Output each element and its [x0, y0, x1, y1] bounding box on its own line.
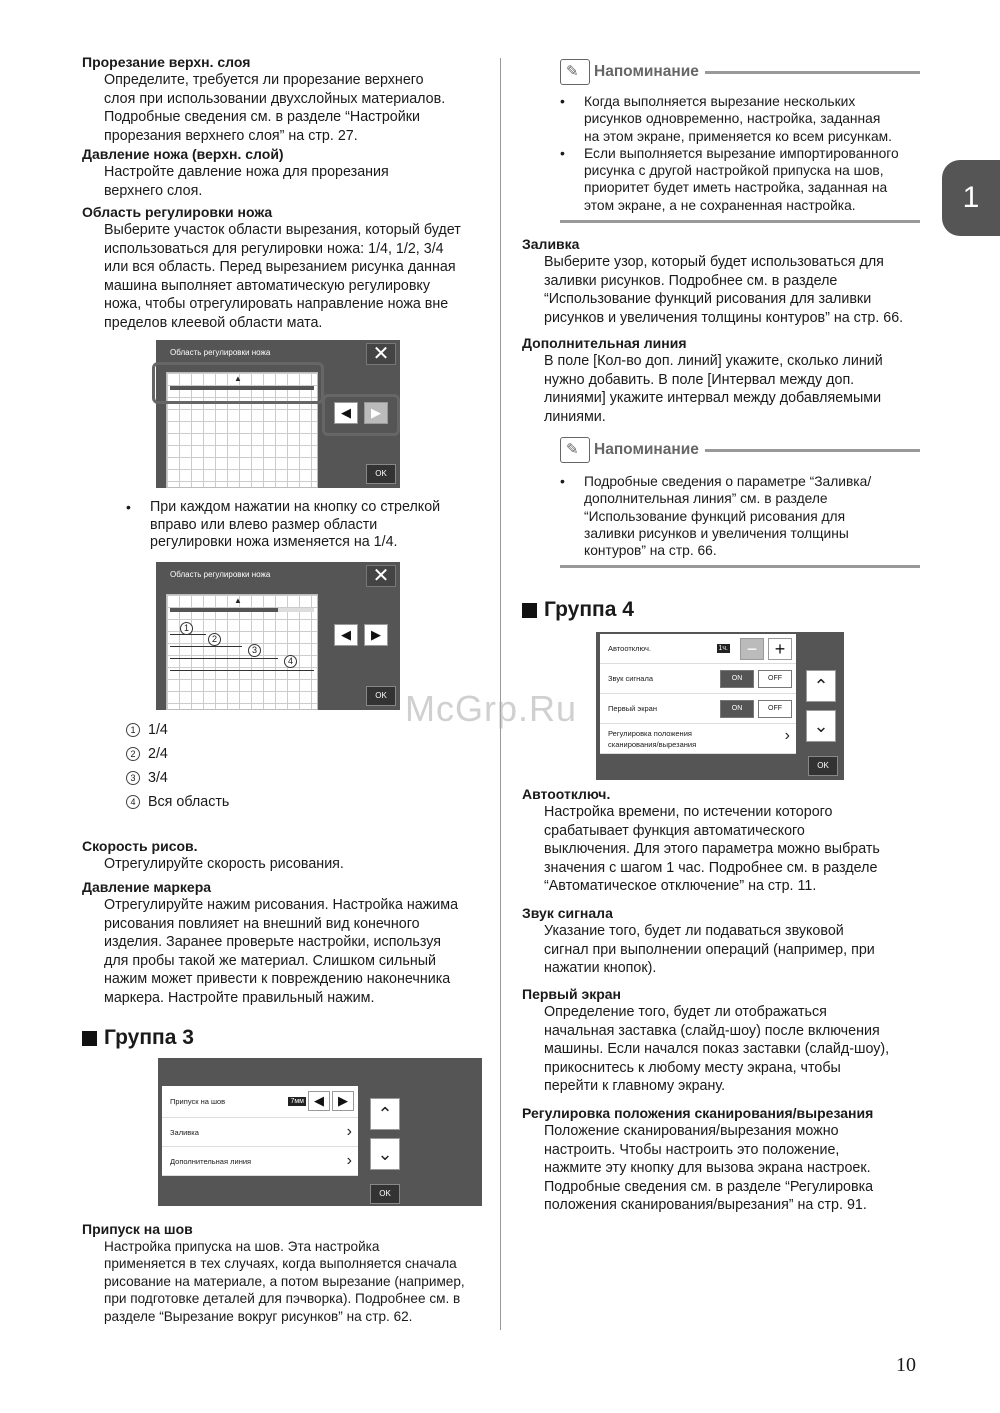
off-toggle[interactable]: OFF	[758, 700, 792, 718]
row-label: сканирования/вырезания	[608, 739, 697, 749]
memo-label: Напоминание	[594, 63, 699, 80]
ok-button[interactable]: OK	[808, 756, 838, 776]
text-line: срабатывает функция автоматического	[544, 822, 805, 839]
square-icon	[522, 603, 537, 618]
text-line: Настройка припуска на шов. Эта настройка	[104, 1239, 380, 1254]
text-line: приоритет будет иметь настройка, заданная на	[584, 180, 888, 196]
text-line: Настройка времени, по истечении которого	[544, 804, 833, 820]
range-line-2	[170, 646, 242, 647]
text-line: Если выполняется вырезание импортированного	[584, 145, 899, 161]
chevron-up-icon: ⌃	[813, 676, 829, 696]
marker-4: 4	[284, 655, 297, 668]
setting-row-extra-line[interactable]	[162, 1147, 358, 1176]
scroll-down-button[interactable]	[806, 710, 836, 742]
text-line: ножа, чтобы отрегулировать направление ножа вне	[104, 296, 449, 313]
memo-rule	[560, 565, 920, 568]
section-top-layer-cut	[82, 53, 482, 145]
section-seam-allowance	[82, 1220, 482, 1325]
text-line: Подробные сведения о параметре “Заливка/	[584, 474, 872, 489]
text-line: дополнительная линия” см. в разделе	[584, 491, 828, 507]
section-scan-adjust	[522, 1104, 922, 1215]
group-3-heading	[82, 1026, 194, 1050]
text-line: машина выполняет автоматическую регулировку	[104, 277, 431, 294]
section-first-screen	[522, 985, 922, 1096]
text-line: Подробные сведения см. в разделе “Настройки	[104, 109, 420, 126]
section-fill	[522, 235, 922, 327]
number-circle: 1	[126, 723, 140, 737]
memo-rule	[560, 220, 920, 223]
group-title: Группа 4	[544, 598, 634, 621]
text-line: нажатии кнопок).	[544, 960, 657, 977]
memo-bullet	[560, 145, 920, 214]
triangle-up-icon: ▲	[234, 374, 242, 383]
section-title: Заливка	[522, 236, 580, 252]
chevron-up-icon: ⌃	[377, 1104, 393, 1124]
text-line: слоя при использовании двухслойных материалов.	[104, 90, 446, 107]
text-line: прикоснитесь к любому месту экрана, чтобы	[544, 1059, 841, 1076]
text-line: Положение сканирования/вырезания можно	[544, 1123, 839, 1139]
setting-row-scan-adjust[interactable]	[600, 724, 796, 754]
scroll-up-button[interactable]	[806, 670, 836, 702]
text-line: Выберите узор, который будет использоваться для	[544, 254, 884, 270]
group-4-screen	[596, 632, 844, 780]
section-draw-speed	[82, 837, 482, 874]
marker-3: 3	[248, 644, 261, 657]
left-arrow-button[interactable]: ◀	[334, 402, 358, 424]
text-line: заливки рисунков и увеличения толщины	[584, 525, 849, 541]
setting-row-beep	[600, 664, 796, 694]
memo-rule	[705, 71, 920, 74]
memo-box-2	[560, 436, 920, 568]
list-item	[126, 746, 168, 762]
text-line: перейти к главному экрану.	[544, 1078, 726, 1095]
text-line: этом экране, а не сохраненная настройка.	[584, 197, 856, 213]
memo-box-1	[560, 58, 920, 223]
section-auto-off	[522, 785, 922, 896]
text-line: линиями.	[544, 408, 606, 425]
setting-row-fill[interactable]	[162, 1118, 358, 1147]
right-arrow-button[interactable]: ▶	[364, 624, 388, 646]
text-line: или вся область. Перед вырезанием рисунка данная	[104, 259, 456, 276]
row-label: Заливка	[170, 1127, 199, 1137]
group-4-heading	[522, 598, 634, 622]
text-line: Выберите участок области вырезания, который будет	[104, 222, 461, 238]
group-title: Группа 3	[104, 1026, 194, 1049]
right-arrow-button[interactable]: ▶	[364, 402, 388, 424]
marker-1: 1	[180, 622, 193, 635]
list-item	[126, 794, 229, 810]
bullet-icon: •	[126, 499, 131, 515]
chevron-right-icon: ›	[346, 1123, 352, 1140]
text-line: верхнего слоя.	[104, 182, 203, 199]
number-circle: 4	[126, 795, 140, 809]
range-line-4	[170, 670, 314, 671]
settings-panel	[162, 1086, 358, 1176]
text-line: сигнал при выполнении операций (например, при	[544, 941, 875, 958]
value-readout: 7мм	[290, 1098, 304, 1105]
text-line: нужно добавить. В поле [Интервал между доп.	[544, 371, 855, 388]
item-label: 1/4	[148, 722, 168, 738]
item-label: Вся область	[148, 794, 230, 810]
section-beep	[522, 904, 922, 978]
screen-title: Область регулировки ножа	[170, 570, 271, 579]
marker-2: 2	[208, 633, 221, 646]
memo-bullet	[560, 473, 920, 559]
ok-button[interactable]: OK	[366, 686, 396, 706]
section-title: Припуск на шов	[82, 1221, 193, 1237]
on-toggle[interactable]: ON	[720, 700, 754, 718]
bullet-icon: •	[560, 93, 565, 109]
text-line: Настройте давление ножа для прорезания	[104, 164, 389, 180]
memo-label: Напоминание	[594, 441, 699, 458]
section-title: Звук сигнала	[522, 905, 613, 921]
text-line: настроить. Чтобы настроить это положение,	[544, 1141, 840, 1158]
group-3-screen	[158, 1058, 482, 1206]
text-line: рисунков одновременно, настройка, заданная	[584, 111, 881, 127]
text-line: Определение того, будет ли отображаться	[544, 1004, 827, 1020]
triangle-up-icon: ▲	[234, 596, 242, 605]
setting-row-seam	[162, 1086, 358, 1118]
section-title: Давление маркера	[82, 879, 212, 895]
chevron-down-icon: ⌄	[377, 1144, 393, 1164]
text-line: При каждом нажатии на кнопку со стрелкой	[150, 499, 441, 515]
text-line: значения с шагом 1 час. Подробнее см. в разделе	[544, 859, 878, 876]
text-line: регулировки ножа изменяется на 1/4.	[150, 534, 398, 550]
row-label: Припуск на шов	[170, 1097, 226, 1106]
text-line: при подготовке деталей для пэчворка). Подробнее см. в	[104, 1291, 461, 1307]
memo-pencil-icon: ✎	[560, 59, 590, 85]
text-line: применяется в тех случаях, когда выполняется сначала	[104, 1256, 457, 1272]
list-item	[126, 722, 168, 738]
blade-area-screen-2	[156, 562, 400, 710]
minus-button[interactable]: −	[740, 638, 764, 660]
bullet-icon: •	[560, 144, 565, 161]
left-arrow-button[interactable]: ◀	[334, 624, 358, 646]
section-title: Первый экран	[522, 986, 621, 1002]
text-line: положения сканирования/вырезания” на стр. 91.	[544, 1197, 867, 1214]
callout-frame-area	[152, 362, 324, 404]
memo-pencil-icon: ✎	[560, 437, 590, 463]
text-line: машины. Если начался показ заставки (слайд-шоу),	[544, 1041, 890, 1058]
section-extra-line	[522, 334, 922, 426]
section-marker-pressure	[82, 878, 482, 1008]
item-label: 2/4	[148, 746, 168, 762]
bullet-note	[126, 499, 440, 552]
text-line: В поле [Кол-во доп. линий] укажите, сколько линий	[544, 353, 883, 369]
text-line: рисование на материале, а потом вырезание (например,	[104, 1273, 465, 1289]
row-label: Первый экран	[608, 704, 657, 713]
text-line: выключения. Для этого параметра можно выбрать	[544, 841, 880, 858]
text-line: “Использование функций рисования для заливки	[544, 291, 872, 308]
chevron-right-icon: ›	[346, 1152, 352, 1169]
text-line: рисунка с другой настройкой припуска на шов,	[584, 163, 884, 179]
range-line-3	[170, 658, 278, 659]
text-line: на этом экране, применяется ко всем рисункам.	[584, 128, 892, 144]
memo-rule	[705, 449, 920, 452]
page-number: 10	[896, 1354, 916, 1376]
text-line: для пробы такой же материал. Слишком сильный	[104, 952, 436, 969]
on-toggle[interactable]: ON	[720, 670, 754, 688]
number-circle: 3	[126, 771, 140, 785]
watermark: McGrp.Ru	[405, 688, 578, 729]
text-line: контуров” на стр. 66.	[584, 543, 717, 559]
text-line: маркера. Настройте правильный нажим.	[104, 989, 375, 1006]
text-line: заливки рисунков. Подробнее см. в разделе	[544, 272, 838, 289]
plus-button[interactable]: +	[768, 638, 792, 660]
off-toggle[interactable]: OFF	[758, 670, 792, 688]
row-label: Регулировка положения	[608, 728, 692, 738]
ok-button[interactable]: OK	[366, 464, 396, 484]
text-line: Определите, требуется ли прорезание верхнего	[104, 72, 424, 88]
text-line: Указание того, будет ли подаваться звуковой	[544, 923, 844, 939]
number-circle: 2	[126, 747, 140, 761]
setting-row-auto-off	[600, 634, 796, 664]
decrease-arrow-button[interactable]: ◀	[308, 1091, 330, 1111]
text-line: “Использование функций рисования для	[584, 508, 846, 524]
text-line: линиями] укажите интервал между добавляемыми	[544, 390, 882, 407]
area-bar-fill	[170, 608, 278, 612]
bullet-icon: •	[560, 473, 565, 489]
text-line: нажим может привести к повреждению наконечника	[104, 971, 451, 988]
callout-frame-arrows	[322, 394, 400, 436]
text-line: Отрегулируйте нажим рисования. Настройка нажима	[104, 897, 459, 913]
settings-panel	[600, 634, 796, 754]
item-label: 3/4	[148, 770, 168, 786]
text-line: прорезания верхнего слоя” на стр. 27.	[104, 127, 358, 144]
section-title: Давление ножа (верхн. слой)	[82, 146, 284, 162]
text-line: изделия. Заранее проверьте настройки, используя	[104, 934, 441, 951]
section-title: Дополнительная линия	[522, 335, 687, 351]
text-line: разделе “Вырезание вокруг рисунков” на стр. 62.	[104, 1308, 413, 1324]
chevron-down-icon: ⌄	[813, 716, 829, 736]
row-label: Автоотключ.	[608, 644, 651, 653]
section-blade-pressure	[82, 145, 482, 200]
text-line: “Автоматическое отключение” на стр. 11.	[544, 878, 817, 895]
chevron-right-icon: ›	[784, 727, 790, 744]
text-line: Подробные сведения см. в разделе “Регулировка	[544, 1178, 874, 1195]
list-item	[126, 770, 168, 786]
increase-arrow-button[interactable]: ▶	[332, 1091, 354, 1111]
text-line: использоваться для регулировки ножа: 1/4, 1/2, 3/4	[104, 240, 444, 257]
section-title: Регулировка положения сканирования/вырезания	[522, 1105, 874, 1121]
text-line: вправо или влево размер области	[150, 516, 378, 533]
square-icon	[82, 1031, 97, 1046]
text-line: пределов клеевой области мата.	[104, 314, 323, 331]
memo-bullet	[560, 93, 920, 145]
text-line: Когда выполняется вырезание нескольких	[584, 94, 856, 109]
value-readout: 1ч.	[718, 645, 728, 652]
text-line: Отрегулируйте скорость рисования.	[104, 856, 344, 872]
screen-title: Область регулировки ножа	[170, 348, 271, 357]
close-icon[interactable]: ✕	[366, 343, 396, 365]
setting-row-first-screen	[600, 694, 796, 724]
section-title: Область регулировки ножа	[82, 204, 273, 220]
text-line: рисунков и увеличения толщины контуров” на стр. 66.	[544, 309, 904, 326]
text-line: рисования повлияет на внешний вид конечного	[104, 915, 420, 932]
scroll-down-button[interactable]	[370, 1138, 400, 1170]
ok-button[interactable]: OK	[370, 1184, 400, 1204]
text-line: начальная заставка (слайд-шоу) после включения	[544, 1022, 880, 1039]
row-label: Дополнительная линия	[170, 1156, 252, 1166]
section-title: Автоотключ.	[522, 786, 611, 802]
close-icon[interactable]: ✕	[366, 565, 396, 587]
row-label: Звук сигнала	[608, 674, 653, 683]
section-blade-area	[82, 203, 482, 333]
chapter-tab: 1	[942, 160, 1000, 236]
section-title: Прорезание верхн. слоя	[82, 54, 251, 70]
text-line: нажмите эту кнопку для вызова экрана настроек.	[544, 1160, 871, 1177]
section-title: Скорость рисов.	[82, 838, 198, 854]
scroll-up-button[interactable]	[370, 1098, 400, 1130]
